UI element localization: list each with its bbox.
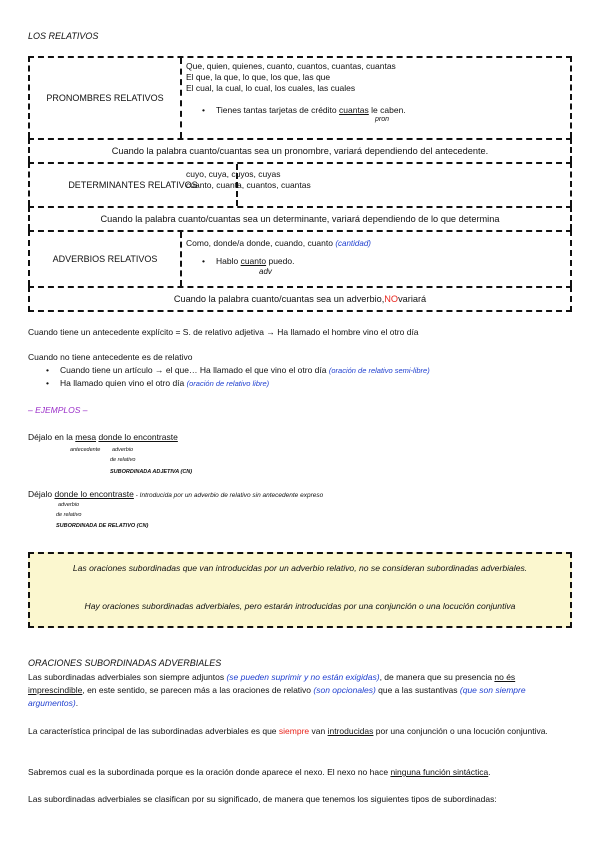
adverbios-content [186,238,371,277]
page-title: LOS RELATIVOS [28,31,99,41]
adverbiales-p1: Las subordinadas adverbiales son siempre adjuntos (se pueden suprimir y no están exigidas), de manera que su presencia no és imprescindible, en este sentido, se parecen más a las oraciones de relativo (son opcionales) que a las sustantivas (que son siempre argumentos). [28,672,526,708]
det-note: Cuando la palabra cuanto/cuantas sea un determinante, variará dependiendo de lo que determina [100,214,500,224]
adverbios-example-list [200,256,371,267]
adverbios-line1: Como, donde/a donde, cuando, cuanto (cantidad) [186,238,371,248]
table-row-adverbios [28,230,572,286]
ejemplos-title: – EJEMPLOS – [28,405,88,415]
nota-box-line2: Hay oraciones subordinadas adverbiales, pero estarán introducidas por una conjunción o una locución conjuntiva [84,601,516,611]
pronombres-line2: El que, la que, lo que, los que, las que [186,72,331,82]
adverbiales-p2: La característica principal de las subordinadas adverbiales es que siempre van introducidas por una conjunción o una locución conjuntiva. [28,726,548,736]
pronombres-line3: El cual, la cual, lo cual, los cuales, las cuales [186,83,356,93]
table-row-determinantes [28,162,572,206]
sin-antecedente [28,351,430,390]
ejemplo-2-tag-subordinada: SUBORDINADA DE RELATIVO (CN) [56,523,149,529]
sin-antecedente-item-1: • Cuando tiene un artículo → el que… Ha llamado el que vino el otro día (oración de relativo semi-libre) [44,364,430,377]
pronombres-example-list [200,105,406,116]
pronombres-content [186,61,406,125]
table-row-pron-note [28,138,572,162]
sin-antecedente-intro: Cuando no tiene antecedente es de relativo [28,352,193,362]
determinantes-content [186,169,311,191]
sin-antecedente-item-2: • Ha llamado quien vino el otro día (oración de relativo libre) [44,377,430,390]
adverbiales-title: ORACIONES SUBORDINADAS ADVERBIALES [28,658,222,668]
adverbios-example: • Hablo cuanto puedo. [200,256,371,267]
ejemplo-1-tag-subordinada: SUBORDINADA ADJETIVA (CN) [110,469,193,475]
nota-box [28,552,572,628]
table-row-pronombres [28,56,572,138]
determinantes-line2: cuanto, cuanta, cuantos, cuantas [186,180,311,190]
ejemplo-2-tag-relativo: de relativo [56,512,82,518]
adv-note: Cuando la palabra cuanto/cuantas sea un adverbio, NO variará [173,294,427,304]
antecedente-text: Cuando tiene un antecedente explícito = S. de relativo adjetiva → Ha llamado el hombre vino el otro día [28,327,419,337]
adverbiales-p3: Sabremos cual es la subordinada porque es la oración donde aparece el nexo. El nexo no hace ninguna función sintáctica. [28,767,491,777]
pron-note: Cuando la palabra cuanto/cuantas sea un pronombre, variará dependiendo del antecedente. [111,146,489,156]
determinantes-line1: cuyo, cuya, cuyos, cuyas [186,169,281,179]
adverbios-example-tag: adv [259,267,272,276]
adverbiales-p4: Las subordinadas adverbiales se clasifican por su significado, de manera que tenemos los siguientes tipos de subordinadas: [28,794,497,804]
table-row-det-note [28,206,572,230]
ejemplo-2-tag-adverbio: adverbio [58,502,80,508]
ejemplo-2: Déjalo donde lo encontraste - Introducida por un adverbio de relativo sin antecedente expreso [28,489,324,499]
ejemplo-1-tag-relativo: de relativo [110,457,136,463]
ejemplo-1-tag-antecedente: antecedente [70,447,101,453]
pronombres-example: • Tienes tantas tarjetas de crédito cuantas le caben. [200,105,406,116]
sin-antecedente-list [44,364,430,390]
determinantes-label: DETERMINANTES RELATIVOS [30,164,238,206]
ejemplo-1-tag-adverbio: adverbio [112,447,134,453]
pronombres-line1: Que, quien, quienes, cuanto, cuantos, cuantas, cuantas [186,61,396,71]
pronombres-label: PRONOMBRES RELATIVOS [30,58,182,138]
nota-box-line1: Las oraciones subordinadas que van introducidas por un adverbio relativo, no se consideran subordinadas adverbiales. [72,563,528,573]
table-row-adv-note [28,286,572,312]
pronombres-example-tag: pron [375,116,390,123]
adverbios-label: ADVERBIOS RELATIVOS [30,232,182,286]
ejemplo-1: Déjalo en la mesa donde lo encontraste [28,432,178,442]
